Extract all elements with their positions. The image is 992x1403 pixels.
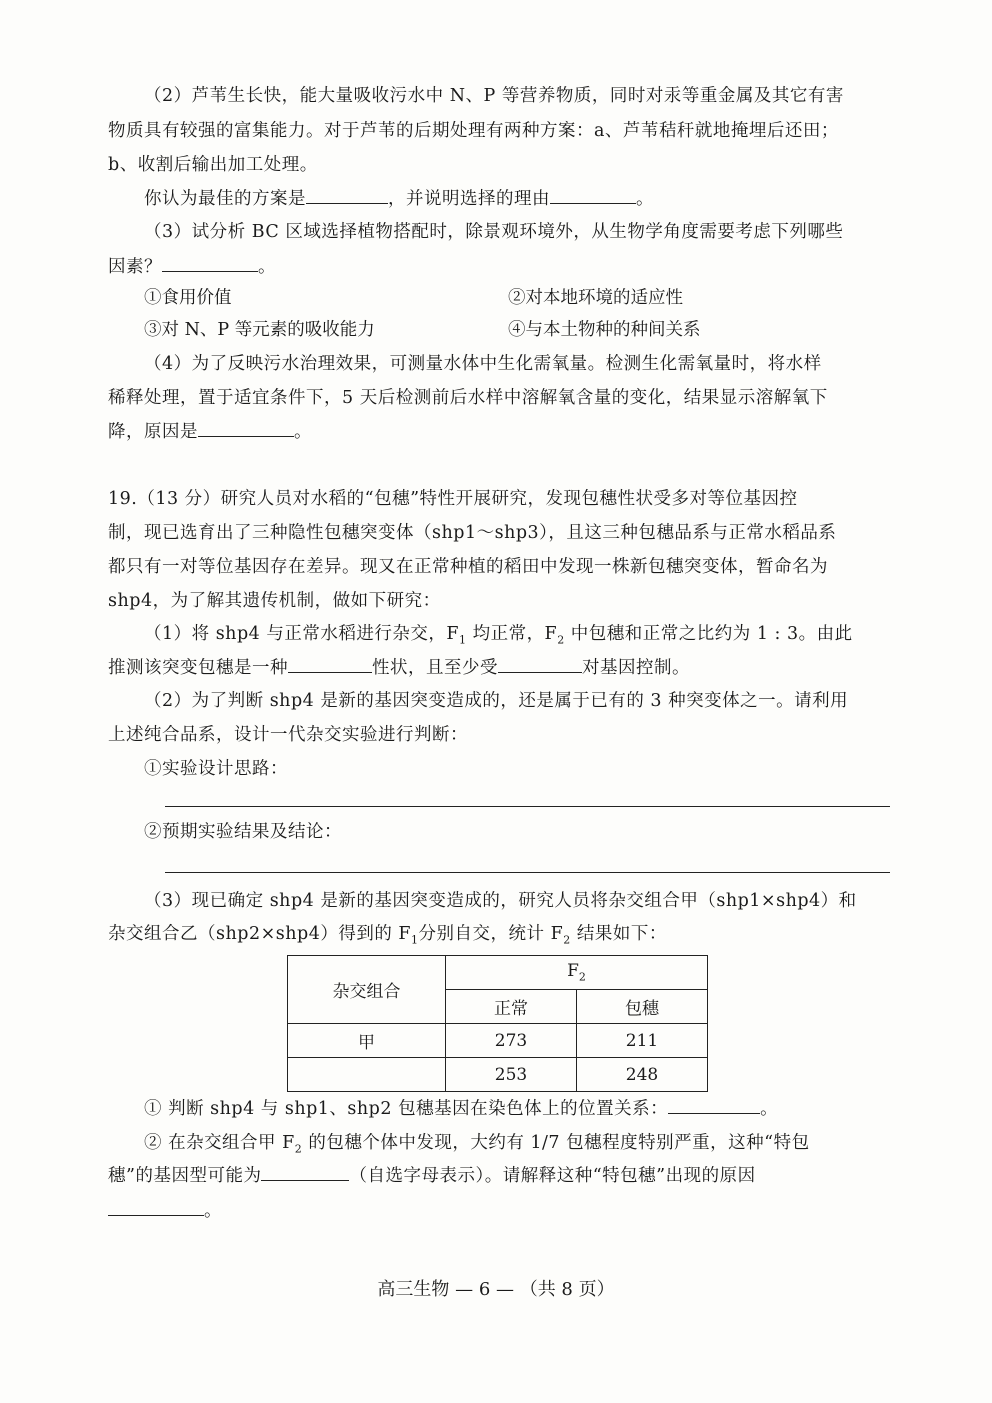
page-footer: 高三生物 — 6 — （共 8 页） [377, 1279, 615, 1300]
answer-blank[interactable] [550, 185, 636, 204]
answer-line[interactable] [165, 806, 890, 807]
q19-intro-line4: shp4，为了解其遗传机制，做如下研究： [108, 591, 441, 611]
q19-intro-line2: 制，现已选育出了三种隐性包穗突变体（shp1～shp3），且这三种包穗品系与正常水稻品系 [108, 523, 837, 543]
header-bao: 包穗 [577, 990, 708, 1024]
q19-p2-step1: ①实验设计思路： [144, 759, 288, 779]
option-4: ④与本土物种的种间关系 [508, 320, 701, 340]
header-normal: 正常 [446, 990, 577, 1024]
option-2: ②对本地环境的适应性 [508, 288, 683, 308]
answer-blank[interactable] [306, 185, 388, 204]
answer-blank[interactable] [162, 253, 258, 272]
q19-q2-line2: 穗”的基因型可能为 （自选字母表示）。请解释这种“特包穗”出现的原因 [108, 1160, 893, 1193]
q19-p3-line2: 杂交组合乙（shp2×shp4）得到的 $F_1$分别自交，统计 $F_2$ 结果如下： [108, 924, 667, 947]
cell-normal: 253 [446, 1058, 577, 1092]
q19-intro-line1: 19.（13 分）研究人员对水稻的“包穗”特性开展研究，发现包穗性状受多对等位基因控 [108, 489, 798, 509]
q19-q2-line1: ② 在杂交组合甲 $F_2$ 的包穗个体中发现，大约有 1/7 包穗程度特别严重，这种“特包 [144, 1133, 810, 1156]
answer-blank[interactable] [498, 654, 582, 673]
answer-blank[interactable] [198, 418, 294, 437]
q18-p4-line2: 稀释处理，置于适宜条件下，5 天后检测前后水样中溶解氧含量的变化，结果显示溶解氧下 [108, 388, 828, 408]
q18-p4-line1: （4）为了反映污水治理效果，可测量水体中生化需氧量。检测生化需氧量时，将水样 [144, 354, 822, 374]
header-f2: $F_2$ [446, 956, 708, 990]
q19-q1: ① 判断 shp4 与 shp1、shp2 包穗基因在染色体上的位置关系： 。 [144, 1093, 893, 1126]
q18-p3-line2: 因素？ 。 [108, 251, 893, 284]
q18-p3-line1: （3）试分析 BC 区域选择植物搭配时，除景观环境外，从生物学角度需要考虑下列哪些 [144, 222, 844, 242]
cell-group [288, 1058, 446, 1092]
q19-p3-line1: （3）现已确定 shp4 是新的基因突变造成的，研究人员将杂交组合甲（shp1×shp4）和 [144, 891, 857, 911]
cell-bao: 248 [577, 1058, 708, 1092]
q19-p2-line1: （2）为了判断 shp4 是新的基因突变造成的，还是属于已有的 3 种突变体之一。请利用 [144, 691, 849, 711]
q18-p4-line3: 降，原因是 。 [108, 416, 893, 449]
header-group: 杂交组合 [288, 956, 446, 1024]
q18-p2-line1: （2）芦苇生长快，能大量吸收污水中 N、P 等营养物质，同时对汞等重金属及其它有害 [144, 86, 844, 106]
option-1: ①食用价值 [144, 288, 232, 308]
results-table [287, 955, 708, 1092]
q18-p2-line2: 物质具有较强的富集能力。对于芦苇的后期处理有两种方案：a、芦苇秸秆就地掩埋后还田； [108, 121, 839, 141]
cell-group: 甲 [288, 1024, 446, 1058]
q19-p2-line2: 上述纯合品系，设计一代杂交实验进行判断： [108, 725, 468, 745]
table-row [288, 1058, 708, 1092]
answer-line[interactable] [165, 872, 890, 873]
cell-bao: 211 [577, 1024, 708, 1058]
q18-p2-question: 你认为最佳的方案是 ，并说明选择的理由 。 [144, 183, 893, 216]
answer-blank[interactable] [288, 654, 372, 673]
q19-p1-line1: （1）将 shp4 与正常水稻进行杂交，$F_1$ 均正常，$F_2$ 中包穗和正常之比约为 1 : 3。由此 [144, 624, 853, 647]
cell-normal: 273 [446, 1024, 577, 1058]
answer-blank[interactable] [108, 1197, 204, 1216]
q19-p1-line2: 推测该突变包穗是一种 性状，且至少受 对基因控制。 [108, 652, 893, 685]
q19-intro-line3: 都只有一对等位基因存在差异。现又在正常种植的稻田中发现一株新包穗突变体，暂命名为 [108, 557, 828, 577]
q19-q2-line3: 。 [108, 1195, 893, 1228]
q18-p2-line3: b、收割后输出加工处理。 [108, 155, 318, 175]
answer-blank[interactable] [668, 1095, 760, 1114]
option-3: ③对 N、P 等元素的吸收能力 [144, 320, 375, 340]
table-row [288, 1024, 708, 1058]
q19-p2-step2: ②预期实验结果及结论： [144, 822, 342, 842]
answer-blank[interactable] [261, 1162, 349, 1181]
